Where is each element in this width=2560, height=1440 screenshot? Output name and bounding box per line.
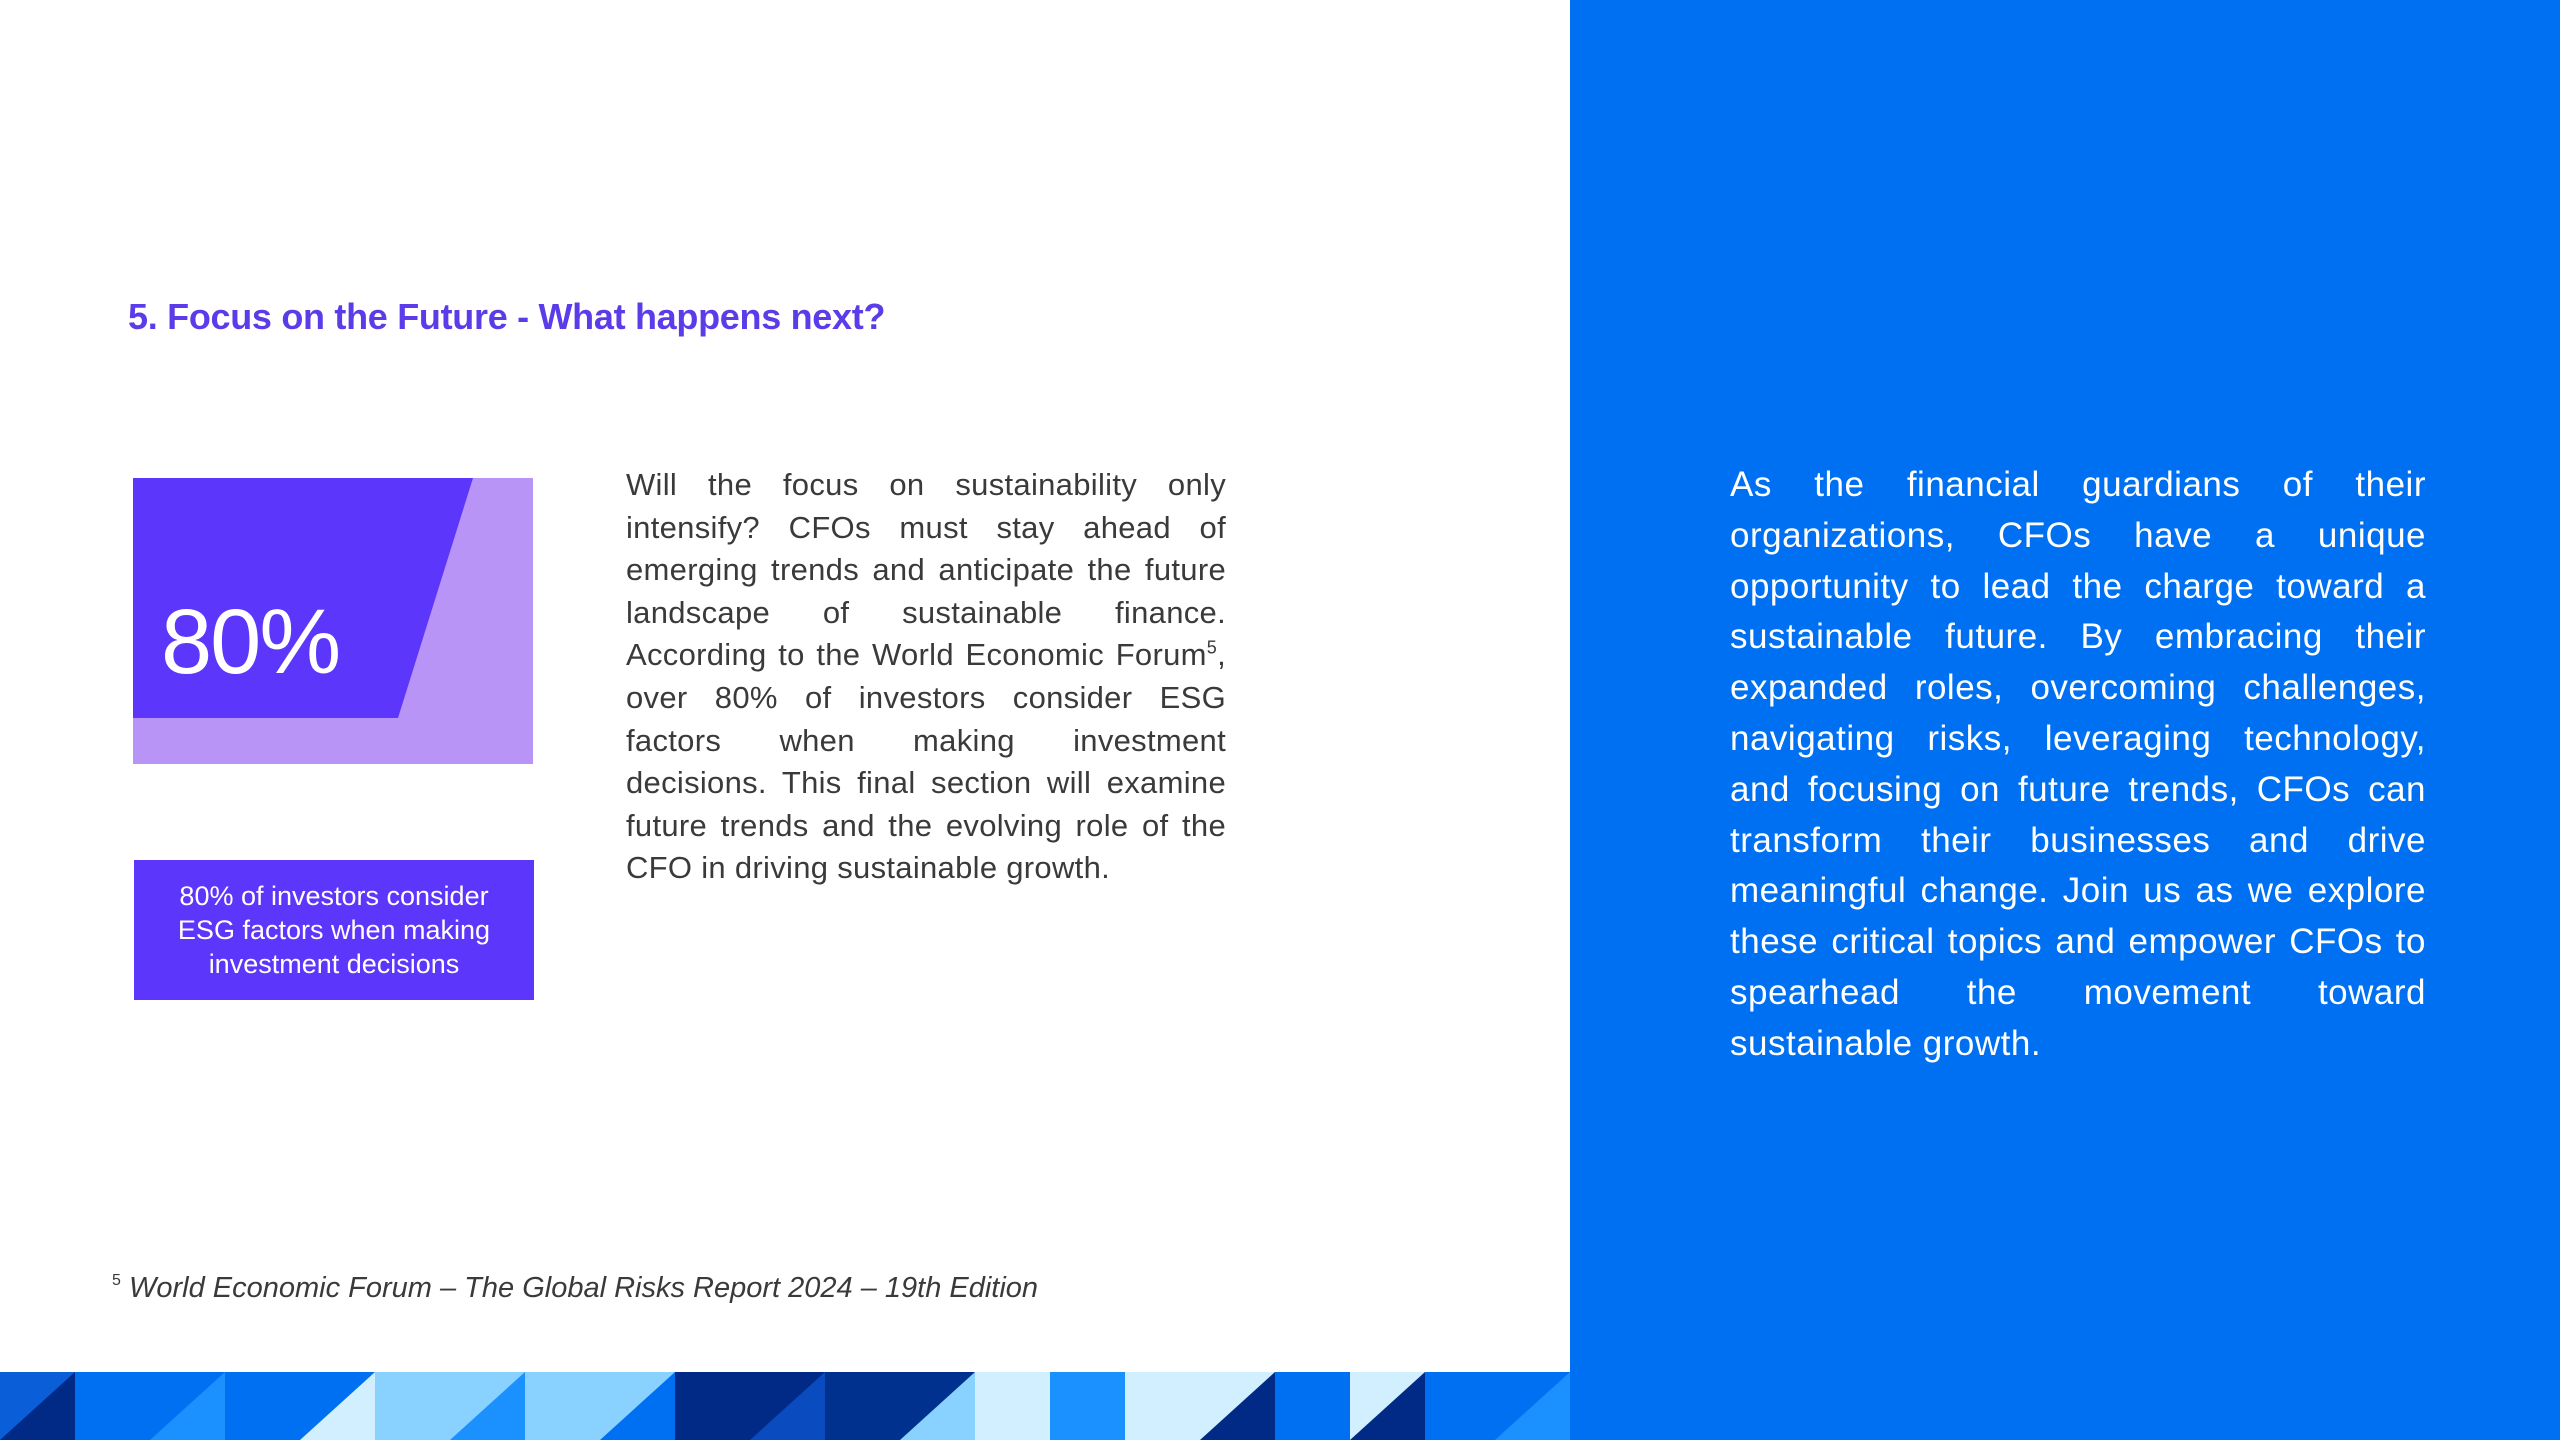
decorative-pattern-strip (0, 1372, 1570, 1440)
stat-caption-box (134, 860, 534, 1000)
footnote-reference[interactable]: 5 (1206, 638, 1218, 659)
stat-graphic (133, 478, 533, 764)
footnote (112, 1272, 1038, 1305)
intro-paragraph (626, 464, 1226, 890)
section-title: 5. Focus on the Future - What happens next? (128, 296, 886, 337)
stat-value: 80% (161, 591, 340, 693)
stat-caption: 80% of investors consider ESG factors when making investment decisions (177, 881, 491, 979)
footnote-text: World Economic Forum – The Global Risks Report 2024 – 19th Edition (128, 1272, 1039, 1304)
intro-text-part-2: , over 80% of investors consider ESG factors when making investment decisions. This final section will examine future trends and the evolving role of the CFO in driving sustainable growth. (626, 637, 1226, 886)
footnote-marker: 5 (112, 1272, 121, 1289)
intro-text-part-1: Will the focus on sustainability only intensify? CFOs must stay ahead of emerging trends and anticipate the future landscape of sustainable finance. According to the World Economic Forum (626, 467, 1226, 673)
sidebar-paragraph: As the financial guardians of their organizations, CFOs have a unique opportunity to lead the charge toward a sustainable future. By embracing their expanded roles, overcoming challenges, navigating risks, leveraging technology, and focusing on future trends, CFOs can transform their businesses and drive meaningful change. Join us as we explore these critical topics and empower CFOs to spearhead the movement toward sustainable growth. (1730, 465, 2426, 1063)
